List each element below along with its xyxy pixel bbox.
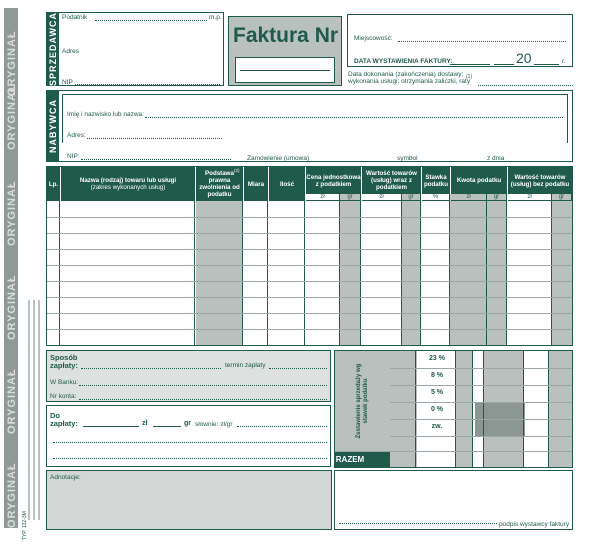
account-field[interactable]	[79, 399, 327, 400]
summary-row	[335, 451, 572, 452]
watermark-text: ORYGINAŁ	[6, 274, 18, 340]
seller-name-field[interactable]	[95, 20, 207, 21]
signature-label: podpis wystawcy faktury	[499, 521, 570, 528]
fineprint-bar	[28, 300, 30, 520]
seller-nip-label: NIP	[62, 79, 73, 86]
buyer-address-label: Adres:	[67, 132, 86, 139]
seller-name-label: Podatnik	[62, 14, 88, 21]
basis-note: (2)	[234, 168, 240, 173]
order-field[interactable]	[307, 161, 392, 162]
year-prefix: 20	[516, 50, 532, 66]
col-rate: Stawka podatku	[422, 167, 450, 194]
gr-label: gr	[184, 420, 191, 427]
seller-address-label: Adres	[62, 48, 79, 55]
rate-5: 5 %	[430, 389, 444, 396]
notes-label: Adnotacje:	[50, 474, 81, 481]
col-gross: Wartość towarów (usług) wraz z podatkiem	[362, 167, 421, 194]
amount-due-label: Do zapłaty:	[50, 411, 78, 428]
symbol-label: symbol	[397, 155, 418, 162]
place-section	[347, 14, 573, 67]
table-row[interactable]	[47, 297, 572, 298]
delivery-note: (1)	[466, 74, 473, 80]
fineprint-bar	[38, 300, 40, 520]
col-basis: Podstawa prawna zwolnienia od podatku	[196, 167, 243, 201]
order-label: Zamówienie (umowa)	[247, 155, 310, 162]
invoice-number-field[interactable]	[235, 57, 335, 83]
buyer-inner	[62, 94, 568, 143]
watermark-text: ORYGINAŁ	[6, 462, 18, 528]
bank-field[interactable]	[79, 385, 327, 386]
order-date-field[interactable]	[507, 161, 567, 162]
signature-line	[339, 523, 497, 524]
issue-date-month-field[interactable]	[494, 64, 514, 65]
watermark-text: ORYGINAŁ	[6, 30, 18, 96]
col-net: Wartość towarów (usług) bez podatku	[508, 167, 572, 194]
account-label: Nr konta:	[50, 393, 77, 400]
bank-label: W Banku:	[50, 379, 79, 386]
words-field[interactable]	[237, 426, 327, 427]
table-row[interactable]	[47, 281, 572, 282]
signature-section[interactable]	[334, 470, 573, 530]
stamp-label: m.p.	[209, 14, 222, 21]
total-label: RAZEM	[335, 452, 365, 467]
rate-zw: zw.	[431, 423, 443, 430]
zl-label: zł	[142, 420, 148, 427]
watermark-text: ORYGINAŁ	[6, 368, 18, 434]
table-row[interactable]	[47, 217, 572, 218]
order-date-label: z dnia	[487, 155, 505, 162]
watermark-text: ORYGINAŁ	[6, 180, 18, 246]
year-suffix: r.	[562, 58, 566, 65]
col-lp: Lp.	[47, 167, 60, 201]
seller-nip-field[interactable]	[75, 84, 220, 85]
place-label: Miejscowość:	[354, 35, 393, 42]
invoice-title: Faktura Nr	[233, 24, 339, 47]
words-label: słownie: zł/gr	[195, 421, 233, 428]
watermark-text: ORYGINAŁ	[6, 84, 18, 150]
amount-due-zl-field[interactable]	[83, 426, 139, 427]
rate-23: 23 %	[429, 355, 445, 362]
delivery-date-label: Data dokonania (zakończenia) dostawy;	[348, 71, 464, 78]
col-qty: Ilość	[269, 167, 305, 201]
place-field[interactable]	[398, 41, 566, 42]
notes-section[interactable]	[46, 470, 332, 530]
amount-due-gr-field[interactable]	[153, 426, 181, 427]
payment-method-field[interactable]	[81, 368, 221, 369]
issue-date-year-field[interactable]	[534, 64, 559, 65]
seller-section	[46, 12, 224, 86]
col-unit: Miara	[244, 167, 268, 201]
buyer-label: NABYWCA	[47, 91, 59, 161]
buyer-name-label: Imię i nazwisko lub nazwa:	[67, 111, 144, 118]
table-row[interactable]	[47, 249, 572, 250]
rate-8: 8 %	[430, 372, 444, 379]
words-line-3[interactable]	[53, 458, 327, 459]
payment-method-label: Sposób zapłaty:	[50, 353, 78, 370]
payment-section	[46, 350, 331, 402]
rate-0: 0 %	[430, 406, 444, 413]
amount-due-section	[46, 405, 331, 467]
fineprint-bar	[33, 300, 35, 520]
issue-date-label: DATA WYSTAWIENIA FAKTURY:	[354, 58, 453, 65]
payment-term-field[interactable]	[269, 368, 327, 369]
issue-date-day-field[interactable]	[450, 64, 490, 65]
col-name: Nazwa (rodzaj) towaru lub usługi (zakres wykonanych usług)	[61, 167, 195, 201]
seller-label: SPRZEDAWCA	[48, 11, 58, 87]
delivery-date-label-2: wykonania usługi; otrzymania zaliczki, raty	[348, 78, 471, 85]
summary-table	[334, 350, 573, 468]
buyer-section	[46, 90, 573, 162]
table-row[interactable]	[47, 313, 572, 314]
items-table: Lp. Nazwa (rodzaj) towaru lub usługi (zakres wykonanych usług) Podstawa prawna zwolnienia od podatku (2) Miara Ilość Cena jednostkowa z podatkiem Wartość towarów (usług) wraz z podatkiem Stawka podatku Kwota podatku Wartość towarów (usług) bez podatku zł gr zł gr % zł gr zł gr	[46, 166, 573, 346]
payment-term-label: termin zapłaty	[225, 362, 266, 369]
buyer-nip-label: NIP:	[67, 153, 80, 160]
summary-vertical-label: Zestawienie sprzedaży wg stawek podatku	[335, 351, 390, 451]
buyer-name-field[interactable]	[145, 117, 563, 118]
summary-row	[390, 385, 572, 386]
summary-row	[390, 402, 572, 403]
symbol-field[interactable]	[419, 161, 479, 162]
words-line-2[interactable]	[53, 442, 327, 443]
delivery-date-field[interactable]	[478, 85, 573, 86]
title-box	[228, 16, 342, 86]
summary-row	[390, 368, 572, 369]
table-row[interactable]	[47, 265, 572, 266]
col-unit-price: Cena jednostkowa z podatkiem	[306, 167, 361, 194]
table-row[interactable]	[47, 329, 572, 330]
sidebar	[0, 0, 42, 544]
buyer-address-field[interactable]	[87, 138, 222, 139]
buyer-nip-field[interactable]	[81, 159, 231, 160]
summary-row	[390, 436, 572, 437]
summary-row	[390, 419, 572, 420]
form-code: TYP. 132-3M	[22, 511, 28, 540]
col-tax: Kwota podatku	[451, 167, 507, 194]
table-row[interactable]	[47, 233, 572, 234]
